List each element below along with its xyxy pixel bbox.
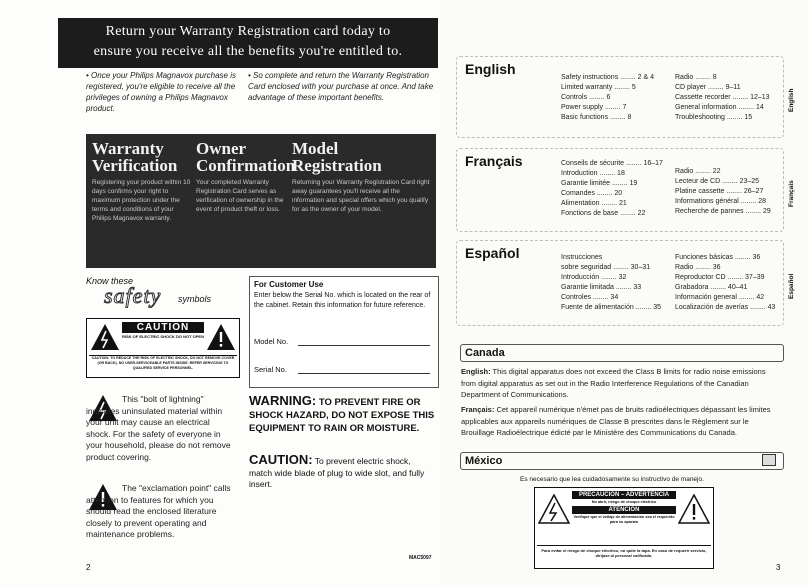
toc-leader: ........ (736, 294, 757, 301)
toc-label: Radio (675, 264, 694, 271)
toc-entry (675, 197, 771, 207)
benefit-text: Returning your Warranty Registration Card right away guarantees you'll receive all the information and special offers which you qualify for as the owner of your model. (292, 179, 430, 213)
toc-label: Garantie limitada (561, 284, 614, 291)
intro-registered: • Once your Philips Magnavox purchase is registered, you're eligible to receive all the privileges of owning a Philips Magnavox product. (86, 71, 236, 113)
toc-entry (675, 283, 775, 293)
toc-label: Radio (675, 74, 694, 81)
toc-leader: ........ (736, 104, 756, 111)
sign-center (572, 490, 676, 525)
caution-word: CAUTION (122, 322, 204, 333)
toc-page: 43 (767, 304, 776, 311)
francais-title: Français (465, 153, 523, 169)
toc-label: Cassette recorder (675, 94, 731, 101)
toc-leader: ........ (587, 94, 607, 101)
canada-francais-label: Français: (461, 405, 495, 414)
toc-leader: ........ (693, 168, 713, 175)
warning-block (249, 394, 435, 435)
toc-leader: ........ (708, 284, 728, 291)
espanol-toc-col2 (675, 253, 775, 313)
toc-page: 30–31 (630, 264, 651, 271)
espanol-title: Español (465, 245, 520, 261)
english-title: English (465, 61, 516, 77)
sign-band-2: ATENCION (572, 506, 676, 514)
toc-entry (675, 303, 775, 313)
espanol-toc-col1 (561, 253, 661, 313)
sign-small-2: Verifique que el voltaje de alimentación sea el requerido para su aparato (573, 515, 675, 524)
toc-leader: ........ (624, 160, 644, 167)
benefit-owner (196, 140, 296, 214)
toc-entry (561, 273, 661, 283)
model-no-label: Model No. (254, 337, 289, 346)
toc-leader: ........ (706, 84, 726, 91)
toc-label: Platine cassette (675, 188, 725, 195)
toc-leader: ........ (724, 114, 745, 121)
benefit-heading: Verification (92, 156, 178, 175)
toc-leader: ........ (611, 264, 631, 271)
toc-leader: ........ (603, 104, 623, 111)
benefit-heading: Confirmation (196, 156, 296, 175)
toc-label: Introduction (561, 170, 598, 177)
toc-label: Fonctions de base (561, 210, 619, 217)
toc-leader: ........ (730, 94, 751, 101)
toc-page: 6 (606, 94, 611, 101)
toc-label: Basic functions (561, 114, 609, 121)
toc-label: Reproductor CD (675, 274, 726, 281)
toc-leader: ........ (612, 84, 632, 91)
page-number-right: 3 (776, 563, 781, 572)
toc-leader: ........ (693, 264, 713, 271)
benefit-model (292, 140, 432, 214)
toc-entry (561, 113, 654, 123)
toc-page: 20 (614, 190, 623, 197)
customer-text: Enter below the Serial No. which is located on the rear of the cabinet. Retain this information for future reference. (254, 292, 431, 309)
toc-page: 37–39 (745, 274, 765, 281)
toc-entry (561, 263, 661, 273)
toc-page: 32 (618, 274, 627, 281)
toc-entry (561, 179, 663, 189)
toc-page: 40–41 (727, 284, 748, 291)
model-no-line (298, 345, 430, 346)
customer-use-box (249, 276, 439, 388)
document-code: MAC5097 (409, 555, 432, 561)
toc-entry (561, 73, 654, 83)
toc-page: 33 (633, 284, 642, 291)
toc-page: 29 (762, 208, 771, 215)
toc-label: Controls (561, 94, 588, 101)
toc-entry (675, 207, 771, 217)
benefit-text: Your completed Warranty Registration Card serves as verification of ownership in the event of product theft or loss. (196, 179, 284, 213)
toc-leader: ........ (590, 294, 611, 301)
toc-entry (675, 187, 771, 197)
toc-entry (675, 293, 775, 303)
toc-entry (561, 293, 661, 303)
symbols-label: symbols (178, 294, 212, 304)
toc-label: Comandes (561, 190, 595, 197)
english-toc-col1 (561, 73, 654, 123)
exclamation-warning-icon (678, 494, 710, 524)
francais-toc-block (456, 148, 784, 232)
toc-leader: ........ (613, 284, 634, 291)
toc-label: Radio (675, 168, 694, 175)
benefits-panel (86, 134, 436, 268)
toc-leader: ........ (599, 274, 619, 281)
toc-entry (561, 169, 663, 179)
exclamation-warning-icon (206, 323, 236, 351)
caution-text: To prevent electric shock, match wide blade of plug to wide slot, and fully insert. (249, 456, 425, 489)
toc-page: 2 & 4 (637, 74, 655, 81)
toc-leader: ........ (738, 198, 759, 205)
caution-label (86, 318, 240, 378)
mexico-heading: México (460, 452, 784, 470)
canada-english-text: This digital apparatus does not exceed the Class B limits for radio noise emissions from digital apparatus as set out in the Radio Interference Regulations of the Canadian Department of Communications. (461, 367, 766, 399)
caution-instructions: CAUTION: TO REDUCE THE RISK OF ELECTRIC SHOCK, DO NOT REMOVE COVER (OR BACK). NO USER-SERVICEABLE PARTS INSIDE. REFER SERVICING TO QUALIFIED SERVICE PERSONNEL. (89, 355, 237, 376)
toc-label: Recherche de pannes (675, 208, 744, 215)
toc-page: 34 (610, 294, 619, 301)
toc-label: Power supply (561, 104, 604, 111)
toc-leader: ........ (724, 188, 744, 195)
toc-entry (561, 209, 663, 219)
toc-leader: ........ (693, 74, 713, 81)
mexico-warning-sign (534, 487, 714, 569)
toc-label: Alimentation (561, 200, 600, 207)
toc-page: 35 (653, 304, 662, 311)
toc-label: Funciones básicas (675, 254, 733, 261)
toc-entry (675, 113, 770, 123)
toc-label: Fuente de alimentación (561, 304, 634, 311)
benefit-heading: Model (292, 139, 339, 158)
canada-heading: Canada (460, 344, 784, 362)
francais-side-tab: Français (788, 180, 795, 208)
toc-label: Limited warranty (561, 84, 613, 91)
toc-entry (675, 73, 770, 83)
toc-leader: ........ (748, 304, 768, 311)
toc-leader: ........ (633, 304, 654, 311)
toc-label: Localización de averías (675, 304, 749, 311)
warning-heading: WARNING: (249, 393, 317, 408)
toc-page: 36 (752, 254, 761, 261)
toc-leader: ........ (610, 180, 630, 187)
safety-logo: safety (104, 283, 162, 308)
toc-entry (561, 103, 654, 113)
english-side-tab: English (788, 88, 795, 112)
toc-label: CD player (675, 84, 707, 91)
nom-logo-icon (762, 454, 776, 466)
serial-no-line (298, 373, 430, 374)
toc-page: 18 (617, 170, 625, 177)
toc-entry (675, 263, 775, 273)
toc-label: Lecteur de CD (675, 178, 721, 185)
toc-page: 7 (622, 104, 627, 111)
benefit-warranty (92, 140, 192, 223)
toc-page: 8 (712, 74, 717, 81)
toc-page: 14 (755, 104, 764, 111)
toc-entry (561, 93, 654, 103)
toc-page: 8 (627, 114, 632, 121)
toc-page: 21 (618, 200, 627, 207)
toc-leader: ........ (618, 74, 638, 81)
toc-entry (561, 283, 661, 293)
toc-leader: ........ (599, 200, 619, 207)
toc-entry (675, 253, 775, 263)
toc-entry (561, 253, 661, 263)
page-number-left: 2 (86, 563, 91, 572)
francais-toc-col2 (675, 167, 771, 217)
toc-entry (561, 199, 663, 209)
toc-entry (675, 273, 775, 283)
mexico-instruction: Es necesario que lea cuidadosamente su instructivo de manejo. (520, 476, 704, 483)
toc-page: 42 (756, 294, 765, 301)
toc-label: Garantie limitée (561, 180, 611, 187)
know-these-label: Know these (86, 276, 134, 286)
toc-label: Safety instructions (561, 74, 619, 81)
espanol-toc-block (456, 240, 784, 326)
warranty-banner (58, 18, 438, 68)
toc-entry (561, 83, 654, 93)
francais-toc-col1 (561, 159, 663, 219)
toc-label: Controles (561, 294, 591, 301)
english-toc-col2 (675, 73, 770, 123)
toc-leader: ........ (720, 178, 740, 185)
toc-leader: ........ (732, 254, 753, 261)
toc-label: Informations général (675, 198, 739, 205)
toc-leader: ........ (743, 208, 763, 215)
toc-label: Conseils de sécurite (561, 160, 625, 167)
toc-label: Troubleshooting (675, 114, 725, 121)
benefit-heading: Warranty (92, 139, 164, 158)
toc-label: sobre seguridad (561, 264, 612, 271)
sign-small-1: No abrir, riesgo de choque eléctrico (591, 500, 657, 504)
customer-title: For Customer Use (254, 280, 324, 289)
toc-entry (675, 103, 770, 113)
toc-page: 16–17 (643, 160, 663, 167)
canada-francais-text: Cet appareil numérique n'émet pas de bruits radioélectriques dépassant les limites applicables aux appareils numériques de Classe B prescrites dans le Règlement sur le Brouillage Radioélectrique édicté par le Ministère des Communications du Canada. (461, 405, 771, 437)
toc-entry (561, 159, 663, 169)
banner-line-1: Return your Warranty Registration card today to (105, 24, 391, 39)
toc-page: 12–13 (750, 94, 770, 101)
caution-sub: RISK OF ELECTRIC SHOCK DO NOT OPEN (121, 334, 204, 339)
toc-leader: ........ (608, 114, 628, 121)
toc-label: Instrucciones (561, 254, 603, 261)
toc-label: Introducción (561, 274, 600, 281)
caution-block (249, 454, 435, 491)
toc-page: 26–27 (743, 188, 764, 195)
toc-entry (561, 303, 661, 313)
toc-label: General information (675, 104, 737, 111)
toc-entry (561, 189, 663, 199)
intro-complete: • So complete and return the Warranty Registration Card enclosed with your purchase at once. And take advantage of these important benefits. (248, 71, 434, 102)
bolt-explanation: This "bolt of lightning" indicates uninsulated material within your unit may cause an electrical shock. For the safety of everyone in your household, please do not remove product covering. (86, 394, 231, 462)
toc-label: Información general (675, 294, 737, 301)
toc-leader: ........ (597, 170, 618, 177)
lightning-warning-icon (90, 323, 120, 351)
warning-text: TO PREVENT FIRE OR SHOCK HAZARD, DO NOT EXPOSE THIS EQUIPMENT TO RAIN OR MOISTURE. (249, 397, 435, 434)
toc-leader: ........ (725, 274, 746, 281)
toc-page: 15 (744, 114, 753, 121)
canada-english-label: English: (461, 367, 491, 376)
toc-leader: ........ (618, 210, 638, 217)
toc-entry (675, 177, 771, 187)
toc-entry (675, 83, 770, 93)
toc-page: 22 (637, 210, 646, 217)
canada-english (461, 366, 781, 401)
english-toc-block (456, 56, 784, 138)
serial-no-label: Serial No. (254, 365, 287, 374)
toc-label: Grabadora (675, 284, 709, 291)
benefit-heading: Registration (292, 156, 382, 175)
sign-band-1: PRECAUCION – ADVERTENCIA (572, 491, 676, 499)
canada-francais (461, 404, 781, 439)
benefit-heading: Owner (196, 139, 247, 158)
toc-page: 28 (758, 198, 767, 205)
toc-page: 23–25 (739, 178, 760, 185)
caution-heading: CAUTION: (249, 452, 313, 467)
toc-page: 19 (629, 180, 638, 187)
exclamation-explanation: The "exclamation point" calls attention to features for which you should read the enclosed literature closely to prevent operating and maintenance problems. (86, 483, 231, 539)
sign-bottom-text: Para evitar el riesgo de choque eléctrico, no quite la tapa. En caso de requerir servicio, dirijase al personal calificado. (537, 545, 711, 558)
toc-entry (675, 167, 771, 177)
banner-line-2: ensure you receive all the benefits you're entitled to. (93, 44, 403, 59)
benefit-text: Registering your product within 10 days confirms your right to maximum protection under the terms and conditions of your Philips Magnavox warranty. (92, 179, 191, 222)
espanol-side-tab: Español (788, 273, 795, 299)
toc-page: 9–11 (725, 84, 741, 91)
toc-page: 22 (712, 168, 721, 175)
toc-page: 5 (631, 84, 636, 91)
toc-entry (675, 93, 770, 103)
toc-leader: ........ (594, 190, 615, 197)
toc-page: 36 (712, 264, 721, 271)
lightning-warning-icon (538, 494, 570, 524)
